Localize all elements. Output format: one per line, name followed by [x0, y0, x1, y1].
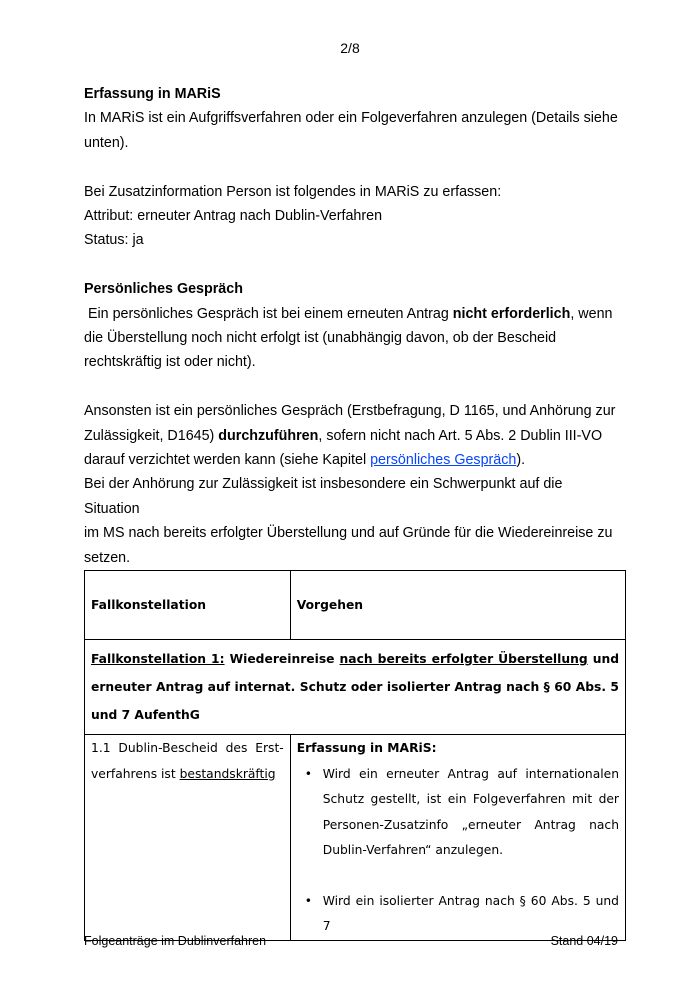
paragraph-line: Bei Zusatzinformation Person ist folgendes in MARiS zu erfassen:: [84, 183, 502, 200]
section-heading-erfassung: Erfassung in MARiS: [84, 86, 221, 102]
paragraph-line: Attribut: erneuter Antrag nach Dublin-Verfahren: [84, 208, 383, 225]
section-heading-gespraech: Persönliches Gespräch: [84, 281, 243, 298]
bullet-item: • Wird ein isolierter Antrag nach § 60 Abs. 5 und 7: [297, 889, 619, 940]
document-body: [84, 82, 618, 570]
paragraph-line: Status: ja: [84, 232, 144, 249]
table-row: [85, 735, 626, 941]
table-header-row: [85, 571, 626, 640]
paragraph-line: rechtskräftig ist oder nicht).: [84, 354, 256, 371]
paragraph-line: Bei der Anhörung zur Zulässigkeit ist insbesondere ein Schwerpunkt auf die Situation: [84, 476, 563, 517]
footer-title: Folgeanträge im Dublinverfahren: [84, 934, 267, 948]
text-span: ).: [516, 452, 526, 469]
text-span: , wenn: [570, 305, 613, 322]
paragraph-line: [84, 302, 618, 326]
vorgehen-cell: [290, 735, 625, 941]
paragraph-line: Ansonsten ist ein persönliches Gespräch (Erstbefragung, D 1165, und Anhörung zur: [84, 403, 616, 420]
text-span: Ein persönliches Gespräch ist bei einem erneuten Antrag: [84, 305, 453, 322]
vorgehen-heading: Erfassung in MARiS:: [296, 741, 437, 755]
text-span: und erneuter Antrag auf internat. Schutz oder isolierter Antrag nach § 60 Abs. 5 und 7 AufenthG: [91, 652, 620, 722]
page-number: 2/8: [340, 40, 360, 56]
footer-date: Stand 04/19: [550, 934, 618, 948]
text-span: darauf verzichtet werden kann (siehe Kapitel: [84, 452, 371, 469]
bold-text: nicht erforderlich: [452, 305, 571, 322]
paragraph-line: [84, 448, 618, 472]
link-persoenliches-gespraech[interactable]: persönliches Gespräch: [370, 452, 517, 469]
fall-label: Fallkonstellation 1:: [91, 652, 225, 666]
paragraph-line: setzen.: [84, 549, 131, 566]
paragraph-line: [84, 424, 618, 448]
paragraph-line: im MS nach bereits erfolgter Überstellung und auf Gründe für die Wiedereinreise zu: [84, 525, 613, 542]
fallkonstellation-table: [84, 570, 626, 941]
paragraph-line: die Überstellung noch nicht erfolgt ist (unabhängig davon, ob der Bescheid: [84, 330, 557, 347]
text-span: , sofern nicht nach Art. 5 Abs. 2 Dublin III-VO: [318, 427, 603, 444]
bold-text: durchzuführen: [218, 427, 319, 444]
paragraph-line: unten).: [84, 134, 129, 151]
column-header-vorgehen: Vorgehen: [290, 571, 625, 640]
column-header-fallkonstellation: Fallkonstellation: [85, 571, 291, 640]
table-row: [85, 640, 626, 735]
underlined-text: bestandskräftig: [179, 766, 276, 781]
underlined-text: nach bereits erfolgter Überstellung: [339, 652, 588, 666]
fallkonstellation-title: [85, 640, 626, 735]
paragraph-line: In MARiS ist ein Aufgriffsverfahren oder ein Folgeverfahren anzulegen (Details siehe: [84, 110, 618, 127]
text-span: Wiedereinreise: [224, 652, 340, 666]
text-span: 1.1 Dublin-Bescheid des Erst-verfahrens ist: [91, 741, 284, 781]
case-cell: [85, 735, 291, 941]
bullet-item: • Wird ein erneuter Antrag auf internationalen Schutz gestellt, ist ein Folgeverfahren mit der Personen-Zusatzinfo „erneuter Antrag nach Dublin-Verfahren“ anzulegen.: [297, 762, 619, 864]
text-span: Zulässigkeit, D1645): [84, 427, 219, 444]
